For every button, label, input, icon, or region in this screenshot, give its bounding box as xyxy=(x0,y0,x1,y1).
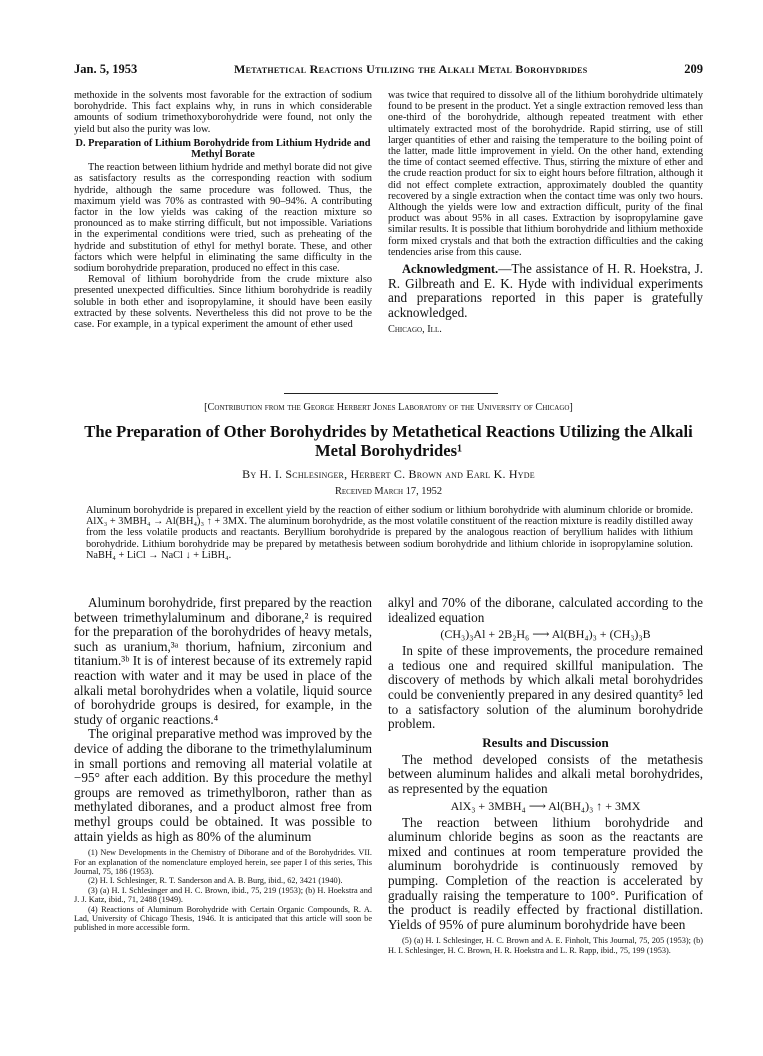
equation-2: AlX₃ + 3MBH₄ ⟶ Al(BH₄)₃ ↑ + 3MX xyxy=(450,798,641,813)
results-heading: Results and Discussion xyxy=(482,734,609,750)
paragraph: was twice that required to dissolve all of the lithium borohydride ultimately found to be present in the product. Yet a single extraction removed less than one-third of the borohydride, although repeated treatment with ether ultimately extracted most of the borohydride. Rapid stirring, use of still larger quantities of ether and raising the temperature to the boiling point of the latter, made little improvement in yield. On the other hand, extending the time of contact seemed effective. Thus, stirring the mixture of ether and the crude reaction product for six to eight hours before filtration, although it did not effect complete extraction, approximately doubled the quantity recovered by a single extraction when the contact time was only two hours. Although the yields were low and extraction difficult, purity of the final product was about 95% in all cases. Extraction by isopropylamine gave similar results. It is possible that lithium borohydride and lithium methoxide form mixed crystals and that both the extraction difficulties and the caking tendencies arise from this cause. xyxy=(388,90,703,258)
page-header xyxy=(74,62,703,80)
paragraph: Aluminum borohydride, first prepared by the reaction between trimethylaluminum and diborane,² is required for the preparation of the borohydrides of heavy metals, such as uranium,³ᵃ thorium, hafnium, zirconium and titanium.³ᵇ It is of interest because of its extremely rapid reaction with water and it may be used in place of the alkali metal borohydrides when a volatile, liquid source of borohydride groups is desired, for example, in the study of organic reactions.⁴ xyxy=(74,595,372,727)
running-title: Metathetical Reactions Utilizing the Alkali Metal Borohydrides xyxy=(233,62,588,76)
separator-rule xyxy=(284,393,498,394)
section-heading-d: D. Preparation of Lithium Borohydride from Lithium Hydride and Methyl Borate xyxy=(75,137,371,161)
footnotes xyxy=(74,848,372,933)
paragraph: methoxide in the solvents most favorable for the extraction of sodium borohydride. This fact explains why, in runs in which considerable amounts of sodium trimethoxyborohydride were found, not only the yield but also the purity was low. xyxy=(74,90,372,135)
paragraph: Removal of lithium borohydride from the crude mixture also presented unexpected difficulties. Since lithium borohydride is readily soluble in both ether and isopropylamine, it should have been easily extracted by these solvents. Nevertheless this did not prove to be the case. For example, in a typical experiment the amount of ether used xyxy=(74,274,372,331)
page-number: 209 xyxy=(684,62,703,76)
article-authors: By H. I. Schlesinger, Herbert C. Brown and Earl K. Hyde xyxy=(242,467,535,481)
city-line: Chicago, Ill. xyxy=(388,324,442,336)
acknowledgment xyxy=(388,262,703,320)
received-date: Received March 17, 1952 xyxy=(334,486,443,497)
article-title: The Preparation of Other Borohydrides by Metathetical Reactions Utilizing the Alkali Metal Borohydrides¹ xyxy=(84,422,693,460)
acknowledgment-text: —The assistance of H. R. Hoekstra, J. R. Gilbreath and E. K. Hyde with individual experiments and preparations reported in this paper is gratefully acknowledged. xyxy=(388,261,703,320)
top-left-column xyxy=(74,90,372,330)
abstract: Aluminum borohydride is prepared in excellent yield by the reaction of either sodium or lithium borohydride with aluminum chloride or bromide. AlX₃ + 3MBH₄ → Al(BH₄)₃ ↑ + 3MX. The aluminum borohydride, as the most volatile constituent of the reaction mixture is readily distilled away from the less volatile products and reactants. Beryllium borohydride is prepared by the analogous reaction of beryllium halides with lithium borohydride. Lithium borohydride may be prepared by metathesis between sodium borohydride and lithium chloride in isopropylamine solution. NaBH₄ + LiCl → NaCl ↓ + LiBH₄. xyxy=(86,505,693,561)
footnote: (3) (a) H. I. Schlesinger and H. C. Brown, ibid., 75, 219 (1953); (b) H. Hoekstra and J. J. Katz, ibid., 71, 2488 (1949). xyxy=(74,885,372,905)
equation-1: (CH₃)₃Al + 2B₂H₆ ⟶ Al(BH₄)₃ + (CH₃)₃B xyxy=(440,627,651,642)
paragraph: alkyl and 70% of the diborane, calculated according to the idealized equation xyxy=(388,595,703,625)
body-right-column xyxy=(388,596,703,955)
paragraph: The reaction between lithium borohydride and aluminum chloride begins as soon as the reactants are mixed and continues at room temperature provided the aluminum borohydride is continuously removed by pumping. Completion of the reaction is accelerated by gradually raising the temperature to 100°. Purification of the product is readily effected by fractional distillation. Yields of 95% of pure aluminum borohydride have been xyxy=(388,814,703,932)
contribution-line: [Contribution from the George Herbert Jones Laboratory of the University of Chicago] xyxy=(204,402,573,413)
paragraph: The original preparative method was improved by the device of adding the diborane to the trimethylaluminum in small portions and removing all material volatile at −95° after each addition. By this procedure the methyl groups are removed as trimethylboron, rather than as methylated diboranes, and a product almost free from methyl groups could be obtained. It was possible to attain yields as high as 80% of the aluminum xyxy=(74,726,372,844)
header-date: Jan. 5, 1953 xyxy=(74,62,138,76)
paragraph: In spite of these improvements, the procedure remained a tedious one and required skillful manipulation. The discovery of methods by which alkali metal borohydrides could be conveniently prepared in any desired quantity⁵ led to a satisfactory solution of the aluminum borohydride problem. xyxy=(388,643,703,732)
footnote: (4) Reactions of Aluminum Borohydride with Certain Organic Compounds, R. A. Lad, University of Chicago Thesis, 1946. It is anticipated that this article will soon be published in more accessible form. xyxy=(74,904,372,933)
body-left-column xyxy=(74,596,372,933)
footnote: (5) (a) H. I. Schlesinger, H. C. Brown and A. E. Finholt, This Journal, 75, 205 (1953); (b) H. I. Schlesinger, H. C. Brown, H. R. Hoekstra and L. R. Rapp, ibid., 75, 199 (1953). xyxy=(388,936,703,955)
footnote: (2) H. I. Schlesinger, R. T. Sanderson and A. B. Burg, ibid., 62, 3421 (1940). xyxy=(88,876,343,886)
acknowledgment-heading: Acknowledgment. xyxy=(402,262,499,277)
paragraph: The method developed consists of the metathesis between aluminum halides and alkali metal borohydrides, as represented by the equation xyxy=(388,751,703,796)
top-right-column xyxy=(388,90,703,336)
footnote: (1) New Developments in the Chemistry of Diborane and of the Borohydrides. VII. For an explanation of the nomenclature employed herein, see paper I of this series, This Journal, 75, 186 (1953). xyxy=(74,848,372,876)
paragraph: The reaction between lithium hydride and methyl borate did not give as satisfactory results as the corresponding reaction with sodium hydride, although the same procedure was followed. Thus, the maximum yield was 70% as contrasted with 90–94%. A contributing factor in the low yields was caking of the reaction mixture so pronounced as to make stirring difficult, but not impossible. Variations in the experimental conditions were tried, such as preheating of the hydride and substitution of ethyl for methyl borate. These, and other factors which were helpful in eliminating the same difficulty in the sodium borohydride preparation, produced no effect in this case. xyxy=(74,162,372,275)
